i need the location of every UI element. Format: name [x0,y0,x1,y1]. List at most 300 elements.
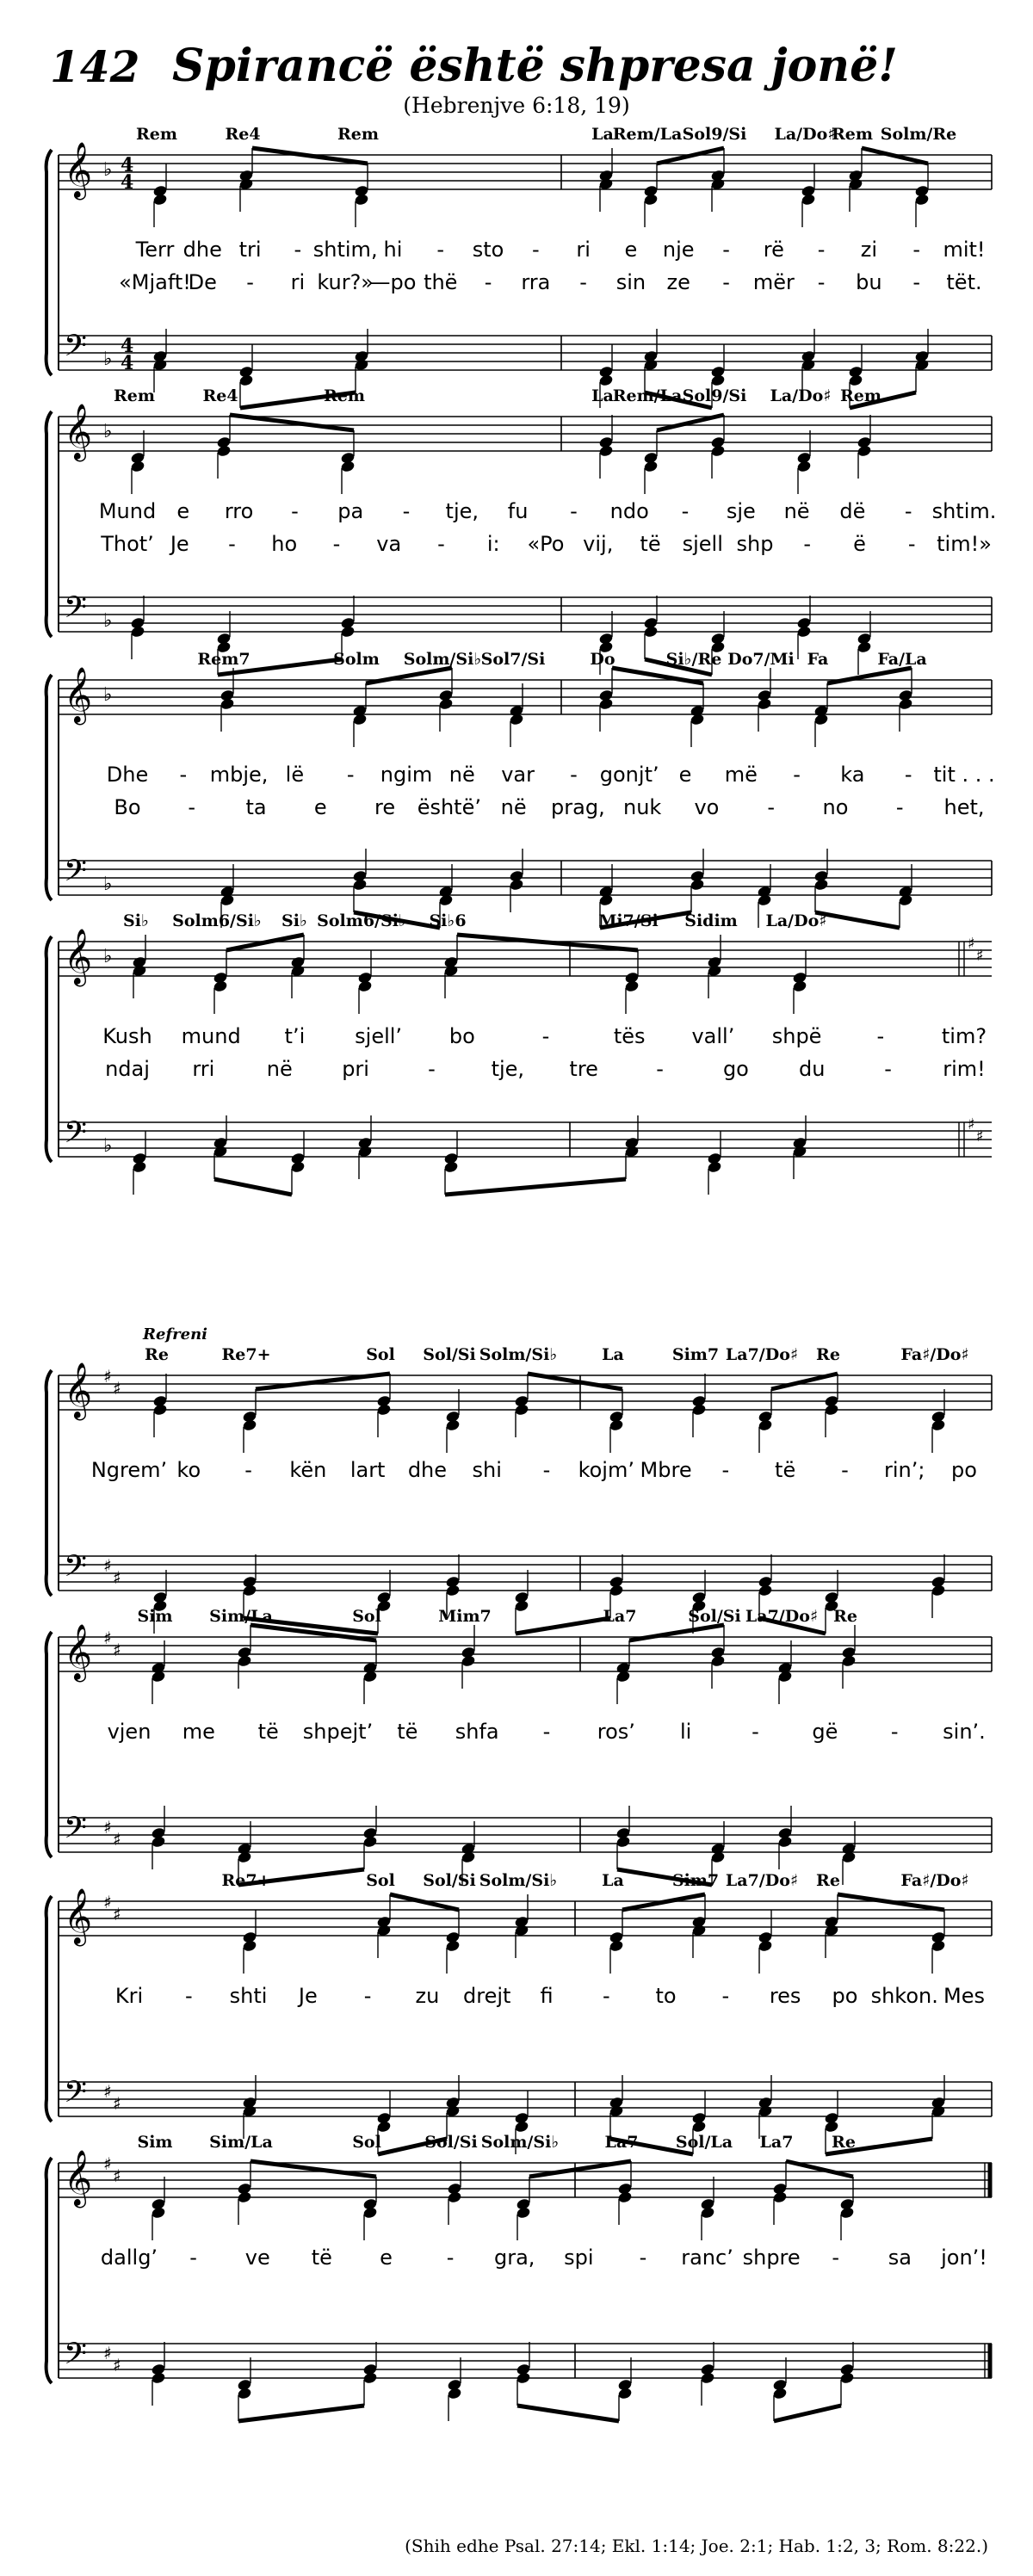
note-head [624,979,640,992]
lyric-syllable: - [532,238,540,262]
treble-clef-icon: 𝄞 [64,929,93,985]
chord-symbol: Solm/Re [880,125,957,144]
treble-clef-icon: 𝄞 [64,667,93,723]
lyric-syllable: - [184,1984,193,2008]
note-head [362,1835,378,1848]
chord-symbol: La7/Do♯ [725,1345,799,1364]
lyric-syllable: Je [170,532,189,556]
lyric-syllable: e [176,499,190,523]
lyric-syllable: tët. [946,270,982,294]
sharp-icon: ♯ [113,1640,121,1660]
chord-symbol: Sol/La [675,2133,733,2152]
note-head [609,1939,624,1952]
lyric-syllable: sin’. [943,1720,986,1744]
chord-symbol: La [602,1871,624,1890]
chord-symbol: Fa♯/Do♯ [900,1345,969,1364]
lyric-syllable: ka [840,763,865,787]
note-head [824,2120,839,2133]
lyric-syllable: vjen [107,1720,152,1744]
lyric-syllable: dallg’ [100,2246,158,2270]
beam [838,1894,944,1910]
lyric-syllable: sin [615,270,646,294]
lyric-syllable: mbje, [209,763,269,787]
chord-symbol: La [602,1345,624,1364]
lyric-syllable: ri [290,270,306,294]
lyric-syllable: - [876,1024,885,1048]
sharp-icon: ♯ [113,2093,121,2114]
beam [457,935,638,950]
note-head [758,1939,773,1952]
lyric-syllable: vall’ [691,1024,735,1048]
lyric-syllable: me [182,1720,215,1744]
lyric-syllable: tës [613,1024,646,1048]
note-head [839,2206,855,2219]
chord-symbol: Re7+ [221,1345,271,1364]
lyric-syllable: shfa [455,1720,499,1744]
chord-symbol: Sim [137,2133,173,2152]
flat-icon: ♭ [103,159,113,181]
note-head [438,697,454,710]
beam [230,415,354,430]
sharp-icon: ♯ [103,1555,112,1576]
chord-symbol: Re7+ [221,1871,271,1890]
note-head [617,2190,633,2203]
note-head [152,193,168,206]
lyric-syllable: sto [472,238,504,262]
lyric-syllable: res [769,1984,801,2008]
chord-symbol: Re [832,2133,856,2152]
lyric-syllable: shi [472,1458,502,1482]
note-head [857,640,872,653]
note-head [598,374,614,386]
lyric-syllable: - [570,499,578,523]
chord-symbol: Si♭/Re [665,650,722,669]
note-head [516,2206,531,2219]
note-head [151,2206,166,2219]
note-head [357,979,373,992]
lyric-syllable: të [397,1720,418,1744]
system-bracket [46,2158,52,2383]
chord-symbol: Re [816,1871,840,1890]
lyric-syllable: rim! [943,1057,986,1081]
lyric-syllable: pri [342,1057,369,1081]
lyric-syllable: tim? [941,1024,987,1048]
treble-clef-icon: 𝄞 [64,1888,93,1944]
beam [815,912,900,928]
sharp-icon: ♯ [103,1892,112,1912]
lyric-syllable: va [376,532,402,556]
beam [629,1625,724,1640]
lyric-syllable: - [722,270,730,294]
note-head [445,1584,461,1597]
note-head [931,1939,946,1952]
note-head [514,1599,529,1612]
treble-clef-icon: 𝄞 [64,1362,93,1418]
lyric-syllable: ko [176,1458,201,1482]
lyric-syllable: zi [860,238,878,262]
lyric-syllable: e [313,795,327,819]
time-signature: 4 [121,335,134,357]
note-head [758,1584,773,1597]
lyric-syllable: t’i [284,1024,306,1048]
lyric-syllable: në [448,763,475,787]
system-bracket [46,1632,52,1857]
lyric-syllable: vij, [583,532,614,556]
lyric-syllable: ngim [380,763,433,787]
lyric-syllable: - [346,763,355,787]
beam [214,1179,292,1195]
chord-symbol: La/Do♯ [770,386,832,405]
lyric-syllable: shpejt’ [302,1720,374,1744]
lyric-syllable: - [436,238,445,262]
note-head [130,625,145,638]
lyric-syllable: fi [540,1984,554,2008]
note-head [931,1584,946,1597]
lyric-syllable: - [890,1720,899,1744]
chord-symbol: Si♭ [123,911,149,930]
note-head [757,697,772,710]
system-bracket [46,675,52,900]
lyric-syllable: spi [564,2246,594,2270]
lyric-syllable: - [244,1458,252,1482]
lyric-syllable: mund [181,1024,241,1048]
lyric-syllable: shp [736,532,774,556]
lyric-syllable: - [542,1458,551,1482]
chord-symbol: Rem [324,386,365,405]
lyric-syllable: - [579,270,587,294]
note-head [839,2371,855,2384]
note-head [443,1160,459,1173]
lyric-syllable: fu [507,499,529,523]
lyric-syllable: - [767,795,776,819]
lyric-syllable: shpë [771,1024,822,1048]
note-head [445,1418,461,1431]
chord-symbol: Sol9/Si [682,125,747,144]
lyric-syllable: - [722,238,730,262]
chord-symbol: La7 [759,2133,794,2152]
lyric-syllable: ë [853,532,866,556]
lyric-syllable: Thot’ [101,532,154,556]
time-signature: 4 [121,154,134,176]
chord-symbol: Rem7 [197,650,251,669]
note-head [445,1939,461,1952]
scripture-reference: (Hebrenjve 6:18, 19) [403,93,630,118]
lyric-syllable: bo [448,1024,475,1048]
lyric-syllable: - [721,1458,730,1482]
note-head [777,1835,793,1848]
chord-symbol: Rem [337,125,379,144]
lyric-syllable: nje [662,238,695,262]
lyric-syllable: Kush [102,1024,152,1048]
note-head [796,460,812,473]
beam [366,668,452,683]
note-head [352,878,368,891]
note-head [710,444,726,457]
lyric-syllable: - [570,763,578,787]
lyric-syllable: het, [943,795,985,819]
sharp-icon: ♯ [968,935,975,953]
sharp-icon: ♯ [103,2343,112,2363]
beam [862,148,928,164]
note-head [509,878,524,891]
note-head [643,193,659,206]
treble-clef-icon: 𝄞 [64,1624,93,1680]
music-system [46,2133,992,2421]
sharp-icon: ♯ [113,1567,121,1588]
note-head [857,444,872,457]
chord-symbol: Sol9/Si [682,386,747,405]
music-system [46,1607,992,1885]
lyric-syllable: re [374,795,396,819]
note-head [931,1418,946,1431]
lyric-syllable: tri [238,238,262,262]
lyric-syllable: kën [289,1458,327,1482]
sharp-icon: ♯ [113,2355,121,2375]
sharp-icon: ♯ [976,947,984,965]
chord-symbol: Sol [366,1871,395,1890]
lyric-syllable: e [624,238,638,262]
lyric-syllable: —po [369,270,417,294]
lyric-syllable: - [793,763,801,787]
chord-symbol: Solm/Si♭ [479,1871,558,1890]
treble-clef-icon: 𝄞 [64,404,93,460]
lyric-syllable: kojm’ [578,1458,634,1482]
beam [827,668,912,683]
note-head [242,1939,257,1952]
lyric-syllable: drejt [463,1984,511,2008]
lyric-syllable: rri [192,1057,215,1081]
chord-symbol: Rem [832,125,873,144]
treble-staff [59,680,992,714]
cross-references: (Shih edhe Psal. 27:14; Ekl. 1:14; Joe. 2:1; Hab. 1:2, 3; Rom. 8:22.) [405,2536,988,2556]
note-head [643,625,659,638]
note-head [130,460,145,473]
lyric-syllable: mit! [943,238,986,262]
lyric-syllable: ve [244,2246,270,2270]
lyric-syllable: vo [694,795,720,819]
lyric-syllable: jon’! [941,2246,987,2270]
bass-staff [59,2082,992,2116]
lyric-syllable: në [783,499,810,523]
note-head [237,2190,252,2203]
sharp-icon: ♯ [103,1628,112,1648]
lyric-syllable: - [402,499,411,523]
lyric-syllable: - [912,238,921,262]
lyric-syllable: tje, [445,499,479,523]
chord-symbol: Fa [807,650,829,669]
note-head [242,1584,257,1597]
note-head [340,460,356,473]
lyric-syllable: ranc’ [681,2246,733,2270]
lyric-syllable: prag, [551,795,605,819]
lyric-syllable: Dhe [106,763,149,787]
lyric-syllable: - [904,499,912,523]
chord-symbol: Solm/Si♭ [479,1345,558,1364]
note-head [615,1835,631,1848]
lyric-syllable: - [832,2246,840,2270]
lyric-syllable: në [266,1057,293,1081]
note-head [354,193,369,206]
chord-symbol: Solm6/Si♭ [172,911,262,930]
lyric-syllable: - [752,1720,759,1744]
sharp-icon: ♯ [976,1127,984,1146]
chord-symbol: Sidim [684,911,738,930]
chord-symbol: Sol7/Si [480,650,546,669]
chord-symbol: La7/Do♯ [725,1871,799,1890]
note-head [813,878,829,891]
hymn-title: Spirancë është shpresa jonë! [172,40,898,92]
note-head [362,2371,378,2384]
time-signature: 4 [121,171,134,194]
lyric-syllable: ndo [609,499,649,523]
beam [238,2406,364,2421]
lyric-syllable: sje [726,499,756,523]
note-head [609,1418,624,1431]
music-system [46,650,995,928]
beam [517,2406,619,2421]
lyric-syllable: lë [285,763,305,787]
lyric-syllable: më [724,763,758,787]
lyric-syllable: - [363,1984,372,2008]
bass-clef-icon: 𝄢 [64,1115,88,1157]
lyric-syllable: të [311,2246,332,2270]
lyric-syllable: ta [245,795,267,819]
lyric-syllable: - [179,763,188,787]
beam [252,148,368,164]
chord-symbol: Sim [137,1607,173,1626]
note-head [691,1403,707,1416]
bass-clef-icon: 𝄢 [64,853,88,895]
note-head [772,2190,788,2203]
lyric-syllable: rin’; [883,1458,925,1482]
sharp-icon: ♯ [113,1378,121,1399]
music-system [46,1325,992,1634]
time-signature: 4 [121,352,134,374]
system-bracket [46,936,52,1162]
lyric-syllable: - [639,2246,647,2270]
system-bracket [46,1370,52,1596]
lyric-syllable: - [721,1984,730,2008]
chord-symbol: Mim7 [438,1607,492,1626]
lyric-syllable: ros’ [597,1720,635,1744]
lyric-syllable: - [437,532,445,556]
chord-symbol: Re4 [202,386,238,405]
note-head [514,1403,529,1416]
chord-symbol: Sol/Si [423,1871,476,1890]
lyric-syllable: to [655,1984,677,2008]
lyric-syllable: po [951,1458,977,1482]
lyric-syllable: go [722,1057,749,1081]
lyric-syllable: - [602,1984,610,2008]
treble-clef-icon: 𝄞 [64,2150,93,2206]
beam [516,1618,610,1634]
lyric-syllable: - [332,532,341,556]
note-head [376,1403,392,1416]
lyric-syllable: të [257,1720,279,1744]
chord-symbol: Rem/La [612,125,683,144]
chord-symbol: Sol/Si [424,2133,478,2152]
lyric-syllable: dhe [407,1458,448,1482]
note-head [290,1160,306,1173]
note-head [914,193,930,206]
treble-staff [59,942,992,976]
lyric-syllable: ho [271,532,298,556]
chord-symbol: Fa/La [877,650,927,669]
note-head [700,2371,715,2384]
lyric-syllable: Bo [114,795,141,819]
note-head [237,1654,252,1667]
lyric-syllable: - [291,499,299,523]
lyric-syllable: shtim, [312,238,378,262]
treble-staff [59,417,992,451]
flat-icon: ♭ [103,610,113,632]
note-head [691,2120,707,2133]
bass-staff [59,1556,992,1591]
lyric-syllable: e [678,763,692,787]
lyric-syllable: - [803,532,812,556]
note-head [237,2387,252,2400]
lyric-syllable: - [542,1720,551,1744]
note-head [216,444,232,457]
sharp-icon: ♯ [113,1904,121,1924]
note-head [796,625,812,638]
bass-clef-icon: 𝄢 [64,328,88,370]
lyric-syllable: po [832,1984,858,2008]
bass-staff [59,1122,992,1157]
chord-symbol: Sol [366,1345,395,1364]
chord-symbol: Si♭6 [429,911,467,930]
lyric-syllable: shpre [742,2246,801,2270]
note-head [376,2120,392,2133]
chord-symbol: La [591,125,614,144]
lyric-syllable: është’ [417,795,481,819]
bass-clef-icon: 𝄢 [64,590,88,632]
lyric-syllable: tje, [491,1057,525,1081]
section-label: Refreni [143,1325,208,1344]
lyric-syllable: - [884,1057,892,1081]
bass-clef-icon: 𝄢 [64,2336,88,2378]
note-head [617,2387,633,2400]
lyric-syllable: - [904,763,912,787]
lyric-syllable: të [640,532,661,556]
note-head [758,1418,773,1431]
lyric-syllable: rë [763,238,784,262]
chord-symbol: Re4 [225,125,261,144]
chord-symbol: Sim7 [671,1345,720,1364]
lyric-syllable: tit . . . [933,763,995,787]
chord-symbol: Fa♯/Do♯ [900,1871,969,1890]
lyric-syllable: të [775,1458,796,1482]
chord-symbol: Sol/Si [688,1607,741,1626]
note-head [340,625,356,638]
lyric-syllable: - [228,532,236,556]
lyric-syllable: - [681,499,690,523]
music-system [46,125,992,408]
lyric-syllable: rro [224,499,254,523]
chord-symbol: Do [590,650,615,669]
lyric-syllable: e [380,2246,393,2270]
sharp-icon: ♯ [103,1817,112,1838]
note-head [707,1160,722,1173]
chord-symbol: Rem/La [612,386,683,405]
lyric-syllable: mër [752,270,795,294]
lyric-syllable: ze [666,270,690,294]
lyric-syllable: dë [839,499,866,523]
note-head [772,2387,788,2400]
beam [445,1179,626,1195]
note-head [516,2371,531,2384]
note-head [700,2206,715,2219]
